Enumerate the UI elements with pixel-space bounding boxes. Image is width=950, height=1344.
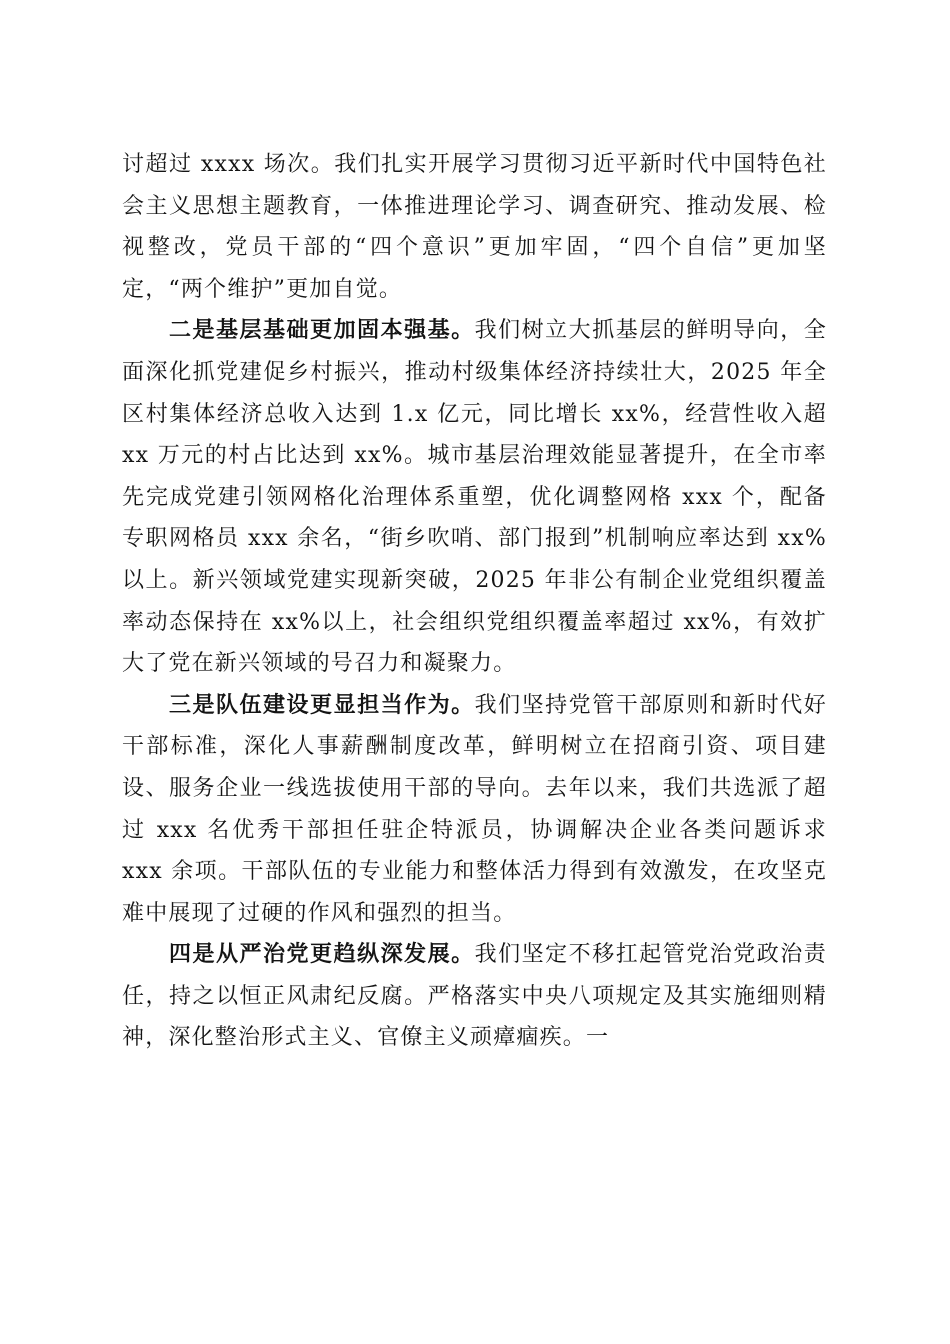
paragraph-party-discipline: [122, 934, 827, 1059]
paragraph-body: 讨超过 xxxx 场次。我们扎实开展学习贯彻习近平新时代中国特色社会主义思想主题教育，一体推进理论学习、调查研究、推动发展、检视整改，党员干部的“四个意识”更加牢固，“四个自信”更加坚定，“两个维护”更加自觉。: [122, 152, 827, 302]
paragraph-body: 我们坚定不移扛起管党治党政治责任，持之以恒正风肃纪反腐。严格落实中央八项规定及其实施细则精神，深化整治形式主义、官僚主义顽瘴痼疾。一: [122, 942, 827, 1051]
paragraph-lead: 四是从严治党更趋纵深发展。: [169, 941, 475, 968]
body-text: [122, 144, 827, 1059]
paragraph-grassroots: [122, 310, 827, 684]
paragraph-lead: 二是基层基础更加固本强基。: [169, 317, 475, 344]
paragraph-body: 我们树立大抓基层的鲜明导向，全面深化抓党建促乡村振兴，推动村级集体经济持续壮大，2025 年全区村集体经济总收入达到 1.x 亿元，同比增长 xx%，经营性收入超 xx 万元的村占比达到 xx%。城市基层治理效能显著提升，在全市率先完成党建引领网格化治理体系重塑，优化调整网格 xxx 个，配备专职网格员 xxx 余名，“街乡吹哨、部门报到”机制响应率达到 xx%以上。新兴领域党建实现新突破，2025 年非公有制企业党组织覆盖率动态保持在 xx%以上，社会组织党组织覆盖率超过 xx%，有效扩大了党在新兴领域的号召力和凝聚力。: [122, 318, 827, 677]
paragraph-theory-study: [122, 144, 827, 310]
paragraph-body: 我们坚持党管干部原则和新时代好干部标准，深化人事薪酬制度改革，鲜明树立在招商引资、项目建设、服务企业一线选拔使用干部的导向。去年以来，我们共选派了超过 xxx 名优秀干部担任驻企特派员，协调解决企业各类问题诉求 xxx 余项。干部队伍的专业能力和整体活力得到有效激发，在攻坚克难中展现了过硬的作风和强烈的担当。: [122, 692, 827, 926]
paragraph-lead: 三是队伍建设更显担当作为。: [169, 691, 475, 718]
paragraph-team-building: [122, 685, 827, 935]
